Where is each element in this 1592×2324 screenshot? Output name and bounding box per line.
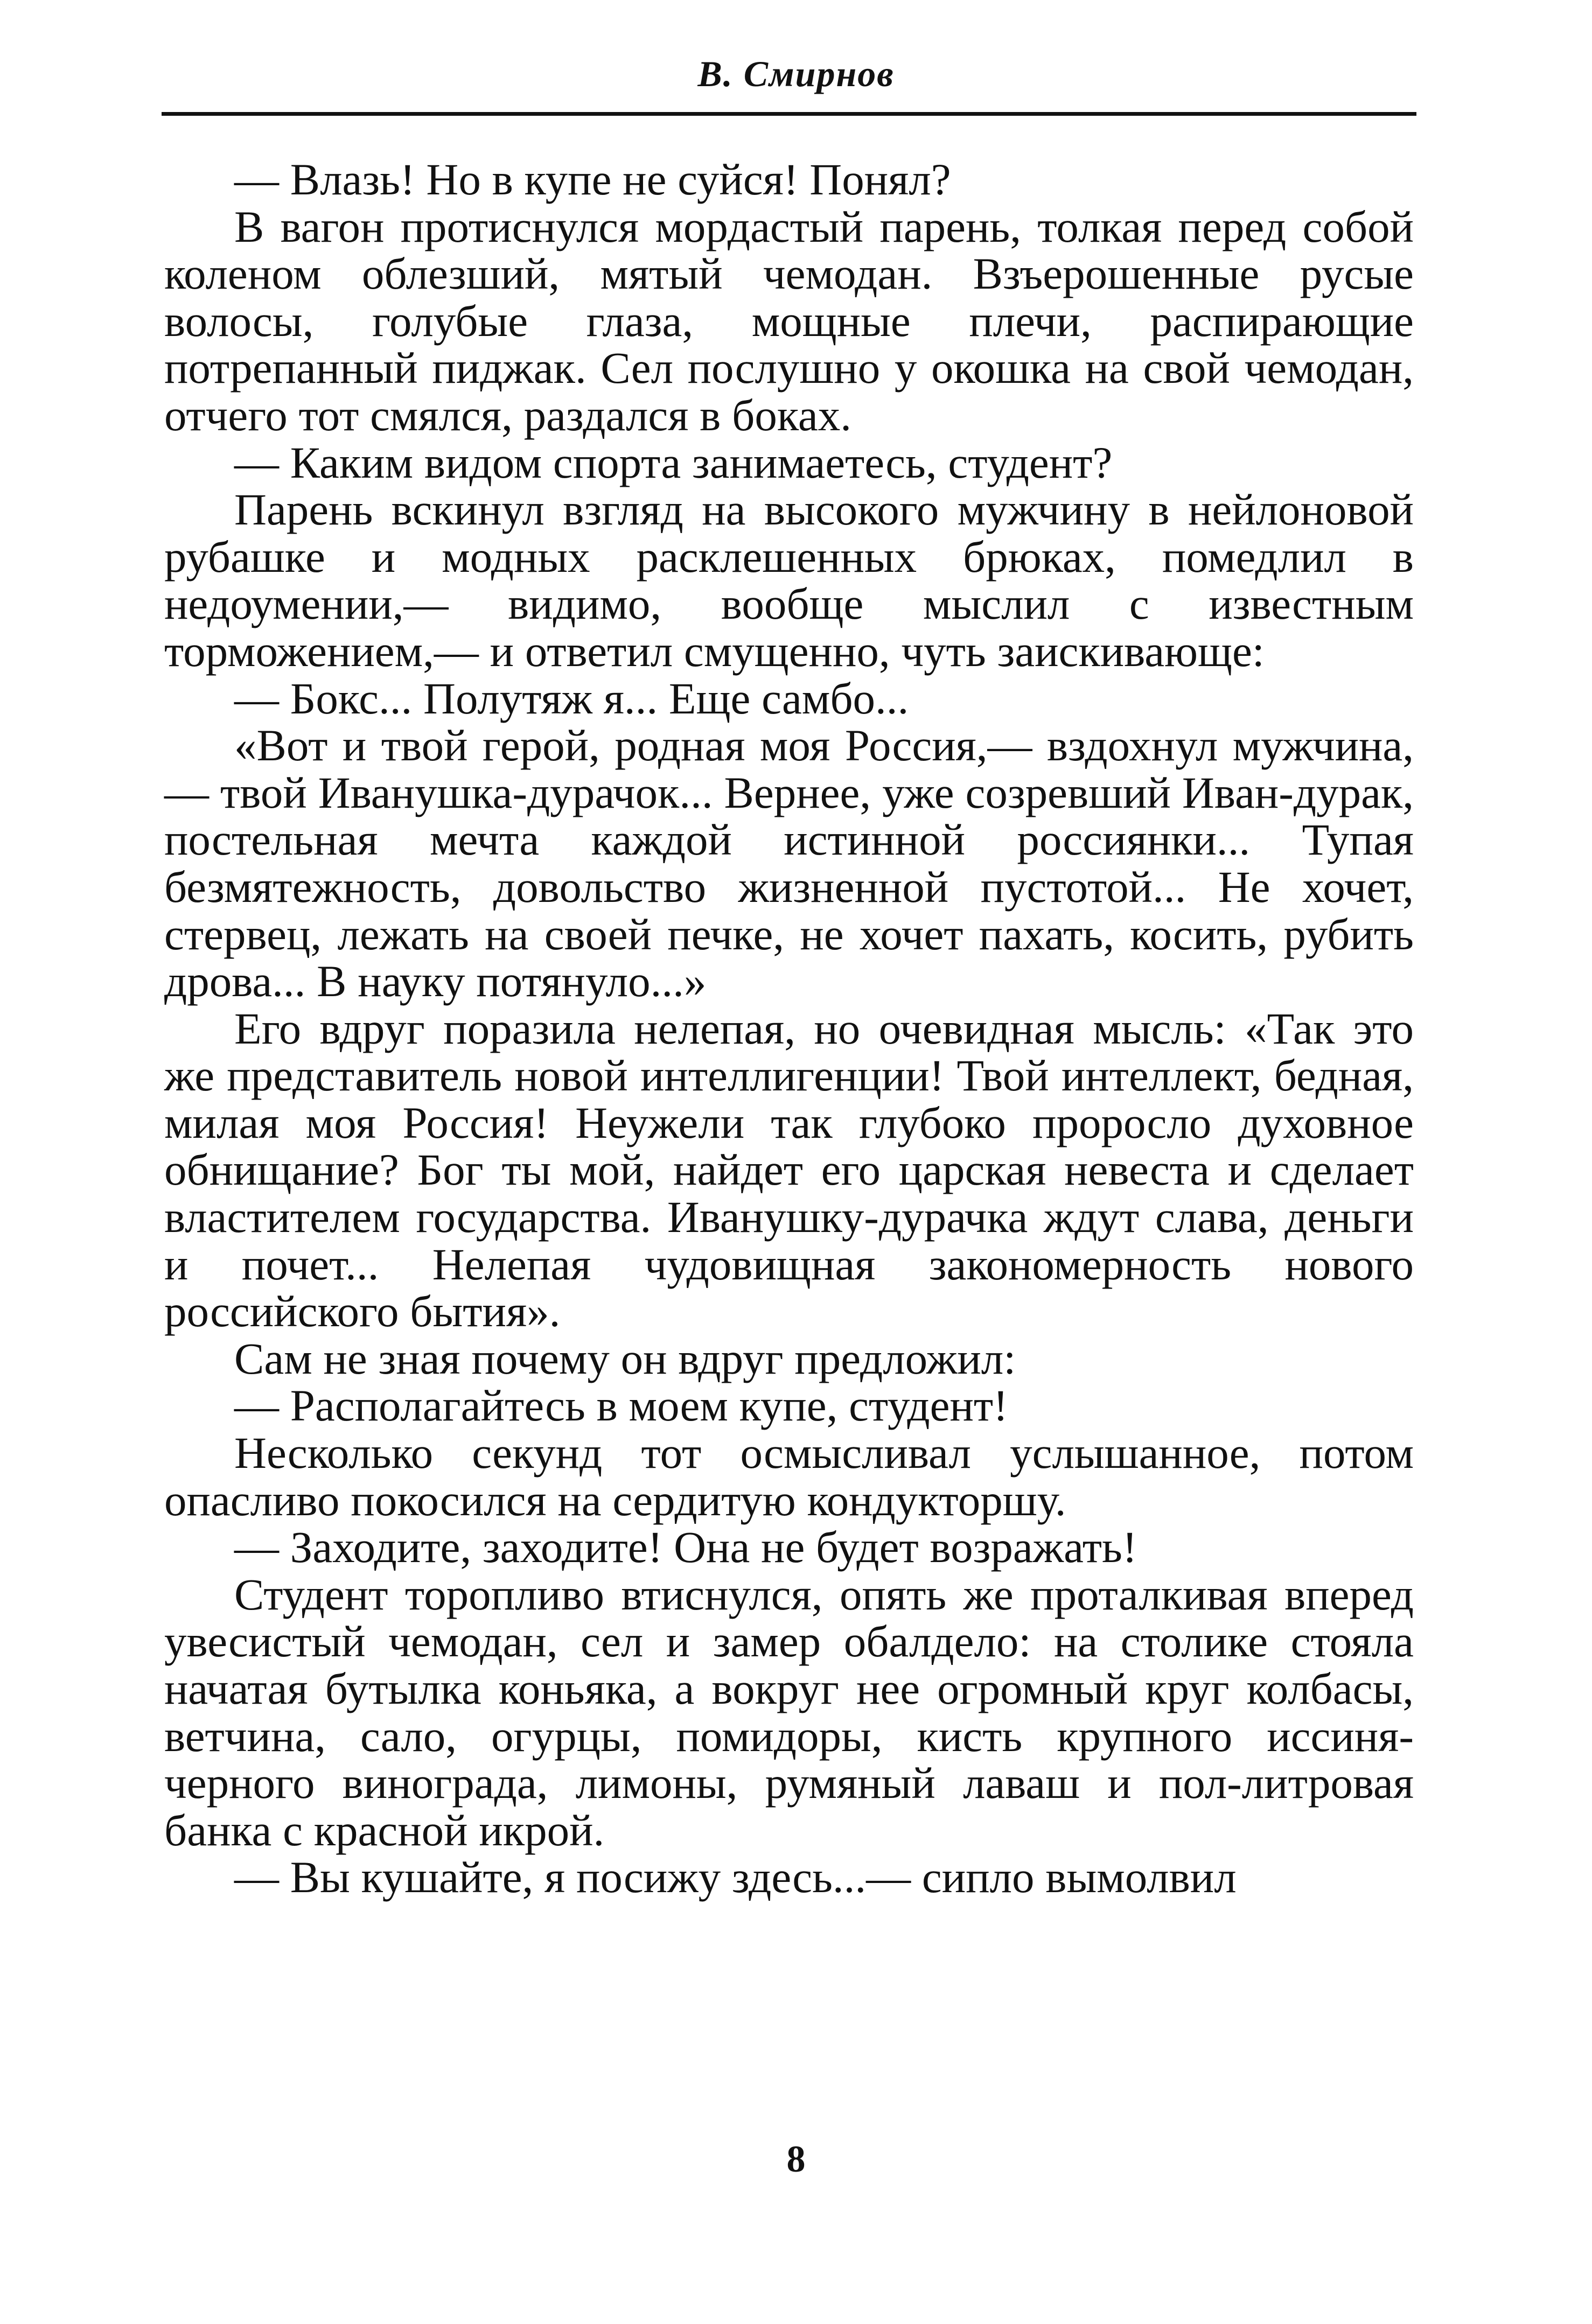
paragraph: В вагон протиснулся мордастый парень, толкая перед собой коленом облезший, мятый чемодан. Взъерошенные русые волосы, голубые глаза, мощные плечи, распирающие потрепанный пиджак. Сел послушно у окошка на свой чемодан, отчего тот смялся, раздался в боках. bbox=[164, 201, 1414, 440]
paragraph: — Каким видом спорта занимаетесь, студент? bbox=[234, 437, 1113, 487]
paragraph: — Бокс... Полутяж я... Еще самбо... bbox=[234, 673, 909, 723]
paragraph: — Заходите, заходите! Она не будет возражать! bbox=[234, 1522, 1137, 1572]
paragraph: Несколько секунд тот осмысливал услышанное, потом опасливо покосился на сердитую кондукторшу. bbox=[164, 1428, 1414, 1525]
paragraph: — Вы кушайте, я посижу здесь...— сипло вымолвил bbox=[234, 1852, 1237, 1902]
paragraph: Его вдруг поразила нелепая, но очевидная мысль: «Так это же представитель новой интеллигенции! Твой интеллект, бедная, милая моя Россия! Неужели так глубоко проросло духовное обнищание? Бог ты мой, найдет его царская невеста и сделает властителем государства. Иванушку-дурачка ждут слава, деньги и почет... Нелепая чудовищная закономерность нового российского бытия». bbox=[164, 1003, 1414, 1336]
paragraph: Студент торопливо втиснулся, опять же проталкивая вперед увесистый чемодан, сел и замер обалдело: на столике стояла начатая бутылка коньяка, а вокруг нее огромный круг колбасы, ветчина, сало, огурцы, помидоры, кисть крупного иссиня-черного винограда, лимоны, румяный лаваш и пол-литровая банка с красной икрой. bbox=[164, 1569, 1414, 1855]
body-text bbox=[164, 156, 1414, 1901]
paragraph: — Влазь! Но в купе не суйся! Понял? bbox=[234, 155, 951, 204]
paragraph: Сам не зная почему он вдруг предложил: bbox=[234, 1333, 1016, 1383]
page-number: 8 bbox=[786, 2139, 806, 2180]
paragraph: Парень вскинул взгляд на высокого мужчину в нейлоновой рубашке и модных расклешенных брюках, помедлил в недоумении,— видимо, вообще мыслил с известным торможением,— и ответил смущенно, чуть заискивающе: bbox=[164, 485, 1414, 676]
paragraph: «Вот и твой герой, родная моя Россия,— вздохнул мужчина,— твой Иванушка-дурачок... Вернее, уже созревший Иван-дурак, постельная мечта каждой истинной россиянки... Тупая безмятежность, довольство жизненной пустотой... Не хочет, стервец, лежать на своей печке, не хочет пахать, косить, рубить дрова... В науку потянуло...» bbox=[164, 720, 1414, 1006]
running-head: В. Смирнов bbox=[697, 53, 895, 94]
header-rule bbox=[162, 112, 1416, 116]
paragraph: — Располагайтесь в моем купе, студент! bbox=[234, 1381, 1008, 1431]
